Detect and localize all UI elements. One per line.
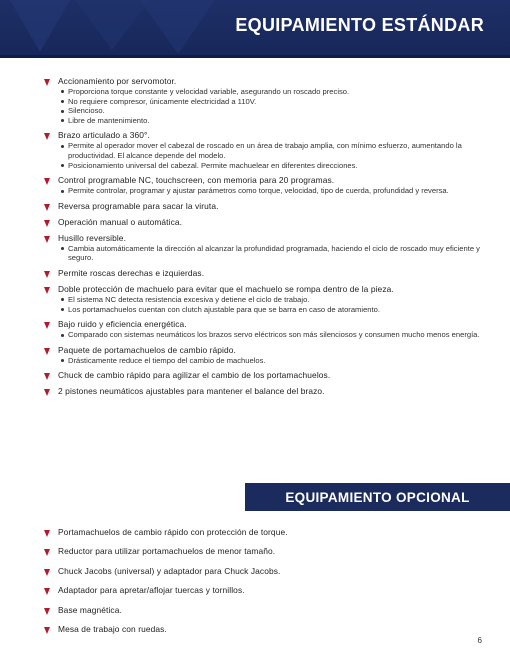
optional-title: EQUIPAMIENTO OPCIONAL bbox=[285, 490, 470, 505]
item-title: Chuck Jacobs (universal) y adaptador para Chuck Jacobs. bbox=[58, 565, 281, 576]
standard-equipment-list bbox=[44, 76, 494, 402]
list-item bbox=[44, 370, 494, 381]
list-item bbox=[44, 284, 494, 314]
triangle-bullet-icon bbox=[44, 530, 50, 537]
list-item bbox=[44, 566, 494, 577]
item-title: Bajo ruido y eficiencia energética. bbox=[58, 319, 187, 330]
sub-bullet-list bbox=[60, 295, 494, 314]
list-item bbox=[44, 605, 494, 616]
triangle-bullet-icon bbox=[44, 178, 50, 185]
item-title: Permite roscas derechas e izquierdas. bbox=[58, 267, 205, 278]
item-title: Reductor para utilizar portamachuelos de menor tamaño. bbox=[58, 546, 276, 557]
item-title: Doble protección de machuelo para evitar que el machuelo se rompa dentro de la pieza. bbox=[58, 283, 394, 294]
header-divider bbox=[0, 55, 510, 58]
triangle-bullet-icon bbox=[44, 79, 50, 86]
list-item bbox=[44, 386, 494, 397]
triangle-bullet-icon bbox=[44, 271, 50, 278]
sub-bullet-item: Cambia automáticamente la dirección al alcanzar la profundidad programada, haciendo el ciclo de roscado muy eficiente y seguro. bbox=[60, 244, 494, 263]
item-title: Portamachuelos de cambio rápido con protección de torque. bbox=[58, 527, 288, 537]
sub-bullet-item: Permite controlar, programar y ajustar parámetros como torque, velocidad, tipo de cuerda, profundidad y reversa. bbox=[60, 186, 494, 196]
list-item bbox=[44, 345, 494, 366]
triangle-bullet-icon bbox=[44, 322, 50, 329]
triangle-bullet-icon bbox=[44, 133, 50, 140]
list-item bbox=[44, 201, 494, 212]
list-item bbox=[44, 268, 494, 279]
sub-bullet-item: Los portamachuelos cuentan con clutch ajustable para que se barra en caso de atoramiento. bbox=[60, 305, 494, 315]
sub-bullet-list bbox=[60, 87, 494, 125]
item-title: Base magnética. bbox=[58, 604, 122, 615]
triangle-bullet-icon bbox=[44, 569, 50, 576]
list-item bbox=[44, 624, 494, 635]
list-item bbox=[44, 527, 494, 538]
list-item bbox=[44, 546, 494, 557]
triangle-bullet-icon bbox=[44, 348, 50, 355]
triangle-bullet-icon bbox=[44, 220, 50, 227]
sub-bullet-item: Silencioso. bbox=[60, 106, 494, 116]
optional-equipment-list bbox=[44, 527, 494, 643]
triangle-bullet-icon bbox=[44, 608, 50, 615]
page-number: 6 bbox=[477, 636, 482, 645]
item-title: Brazo articulado a 360°. bbox=[58, 130, 150, 141]
sub-bullet-list bbox=[60, 356, 494, 366]
item-title: Adaptador para apretar/aflojar tuercas y tornillos. bbox=[58, 585, 245, 596]
list-item bbox=[44, 130, 494, 170]
item-title: Reversa programable para sacar la viruta. bbox=[58, 200, 219, 211]
triangle-bullet-icon bbox=[44, 389, 50, 396]
sub-bullet-item: Comparado con sistemas neumáticos los brazos servo eléctricos son más silenciosos y consumen mucho menos energía. bbox=[60, 330, 494, 340]
list-item bbox=[44, 217, 494, 228]
sub-bullet-item: No requiere compresor, únicamente electricidad a 110V. bbox=[60, 97, 494, 107]
sub-bullet-item: El sistema NC detecta resistencia excesiva y detiene el ciclo de trabajo. bbox=[60, 295, 494, 305]
triangle-bullet-icon bbox=[44, 204, 50, 211]
sub-bullet-list bbox=[60, 244, 494, 263]
header-banner bbox=[0, 0, 510, 58]
triangle-bullet-icon bbox=[44, 236, 50, 243]
item-title: 2 pistones neumáticos ajustables para mantener el balance del brazo. bbox=[58, 386, 325, 397]
triangle-bullet-icon bbox=[44, 549, 50, 556]
item-title: Accionamiento por servomotor. bbox=[58, 76, 177, 86]
list-item bbox=[44, 76, 494, 125]
list-item bbox=[44, 175, 494, 196]
item-title: Husillo reversible. bbox=[58, 232, 126, 243]
triangle-bullet-icon bbox=[44, 627, 50, 634]
list-item bbox=[44, 233, 494, 263]
item-title: Chuck de cambio rápido para agilizar el cambio de los portamachuelos. bbox=[58, 370, 331, 381]
sub-bullet-item: Libre de mantenimiento. bbox=[60, 116, 494, 126]
item-title: Operación manual o automática. bbox=[58, 216, 183, 227]
page-title: EQUIPAMIENTO ESTÁNDAR bbox=[235, 15, 484, 35]
sub-bullet-item: Drásticamente reduce el tiempo del cambio de machuelos. bbox=[60, 356, 494, 366]
item-title: Mesa de trabajo con ruedas. bbox=[58, 623, 167, 634]
sub-bullet-list bbox=[60, 186, 494, 196]
sub-bullet-item: Posicionamiento universal del cabezal. Permite machuelear en diferentes direcciones. bbox=[60, 161, 494, 171]
sub-bullet-list bbox=[60, 330, 494, 340]
sub-bullet-list bbox=[60, 141, 494, 170]
triangle-bullet-icon bbox=[44, 588, 50, 595]
sub-bullet-item: Proporciona torque constante y velocidad variable, asegurando un roscado preciso. bbox=[60, 87, 494, 97]
item-title: Control programable NC, touchscreen, con memoria para 20 programas. bbox=[58, 175, 335, 186]
optional-banner bbox=[245, 483, 510, 511]
triangle-bullet-icon bbox=[44, 287, 50, 294]
item-title: Paquete de portamachuelos de cambio rápido. bbox=[58, 344, 236, 355]
list-item bbox=[44, 585, 494, 596]
sub-bullet-item: Permite al operador mover el cabezal de roscado en un área de trabajo amplia, con mínimo esfuerzo, aumentando la productividad. El alcance depende del modelo. bbox=[60, 141, 494, 160]
triangle-bullet-icon bbox=[44, 373, 50, 380]
list-item bbox=[44, 319, 494, 340]
